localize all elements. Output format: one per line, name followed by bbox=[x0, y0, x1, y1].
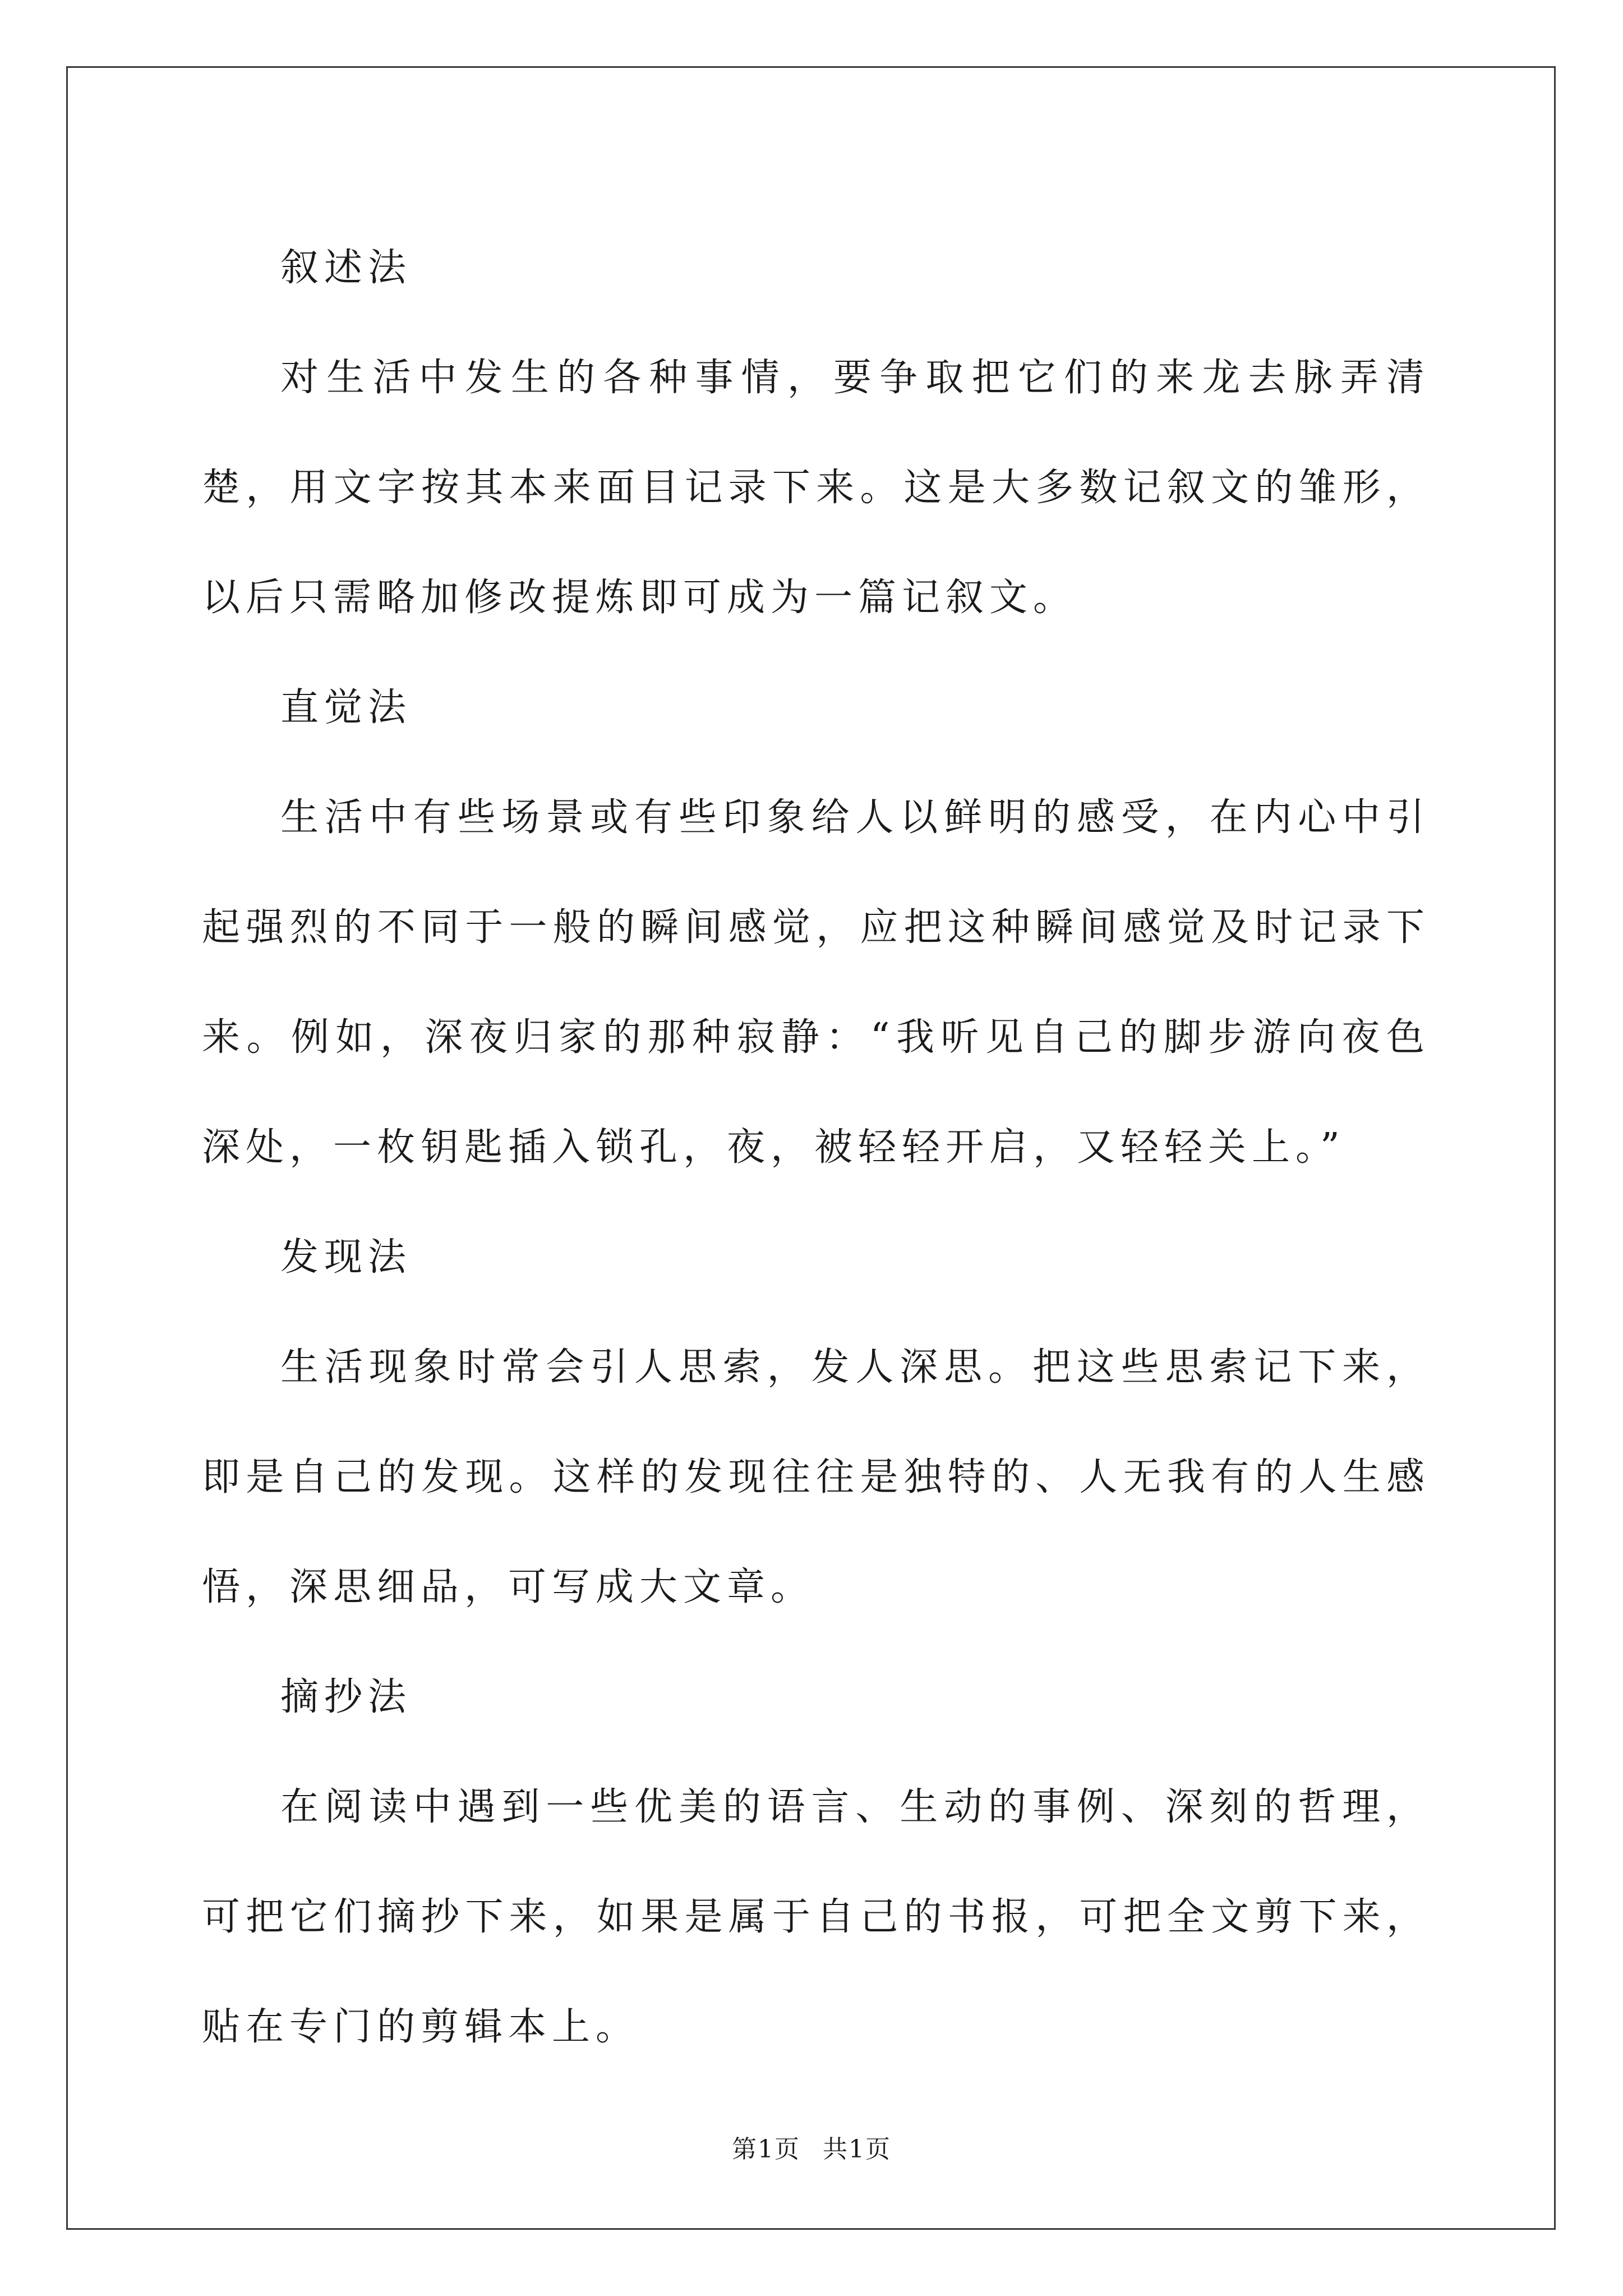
section-paragraph: 在阅读中遇到一些优美的语言、生动的事例、深刻的哲理，可把它们摘抄下来，如果是属于自己的书报，可把全文剪下来，贴在专门的剪辑本上。 bbox=[202, 1785, 1430, 2049]
page-number: 第1页 bbox=[732, 2135, 800, 2164]
section-heading: 发现法 bbox=[280, 1235, 412, 1280]
page-footer bbox=[0, 2133, 1623, 2166]
section-heading: 直觉法 bbox=[280, 685, 412, 730]
section-heading: 叙述法 bbox=[280, 246, 412, 290]
page-total: 共1页 bbox=[823, 2135, 891, 2164]
section-paragraph: 生活现象时常会引人思索，发人深思。把这些思索记下来，即是自己的发现。这样的发现往往是独特的、人无我有的人生感悟，深思细品，可写成大文章。 bbox=[202, 1345, 1430, 1609]
document-body bbox=[202, 213, 1430, 2082]
section-paragraph: 生活中有些场景或有些印象给人以鲜明的感受，在内心中引起强烈的不同于一般的瞬间感觉，应把这种瞬间感觉及时记录下来。例如，深夜归家的那种寂静：“我听见自己的脚步游向夜色深处，一枚钥匙插入锁孔，夜，被轻轻开启，又轻轻关上。” bbox=[202, 795, 1430, 1170]
section-paragraph: 对生活中发生的各种事情，要争取把它们的来龙去脉弄清楚，用文字按其本来面目记录下来。这是大多数记叙文的雏形，以后只需略加修改提炼即可成为一篇记叙文。 bbox=[202, 356, 1430, 620]
section-heading: 摘抄法 bbox=[280, 1675, 412, 1719]
